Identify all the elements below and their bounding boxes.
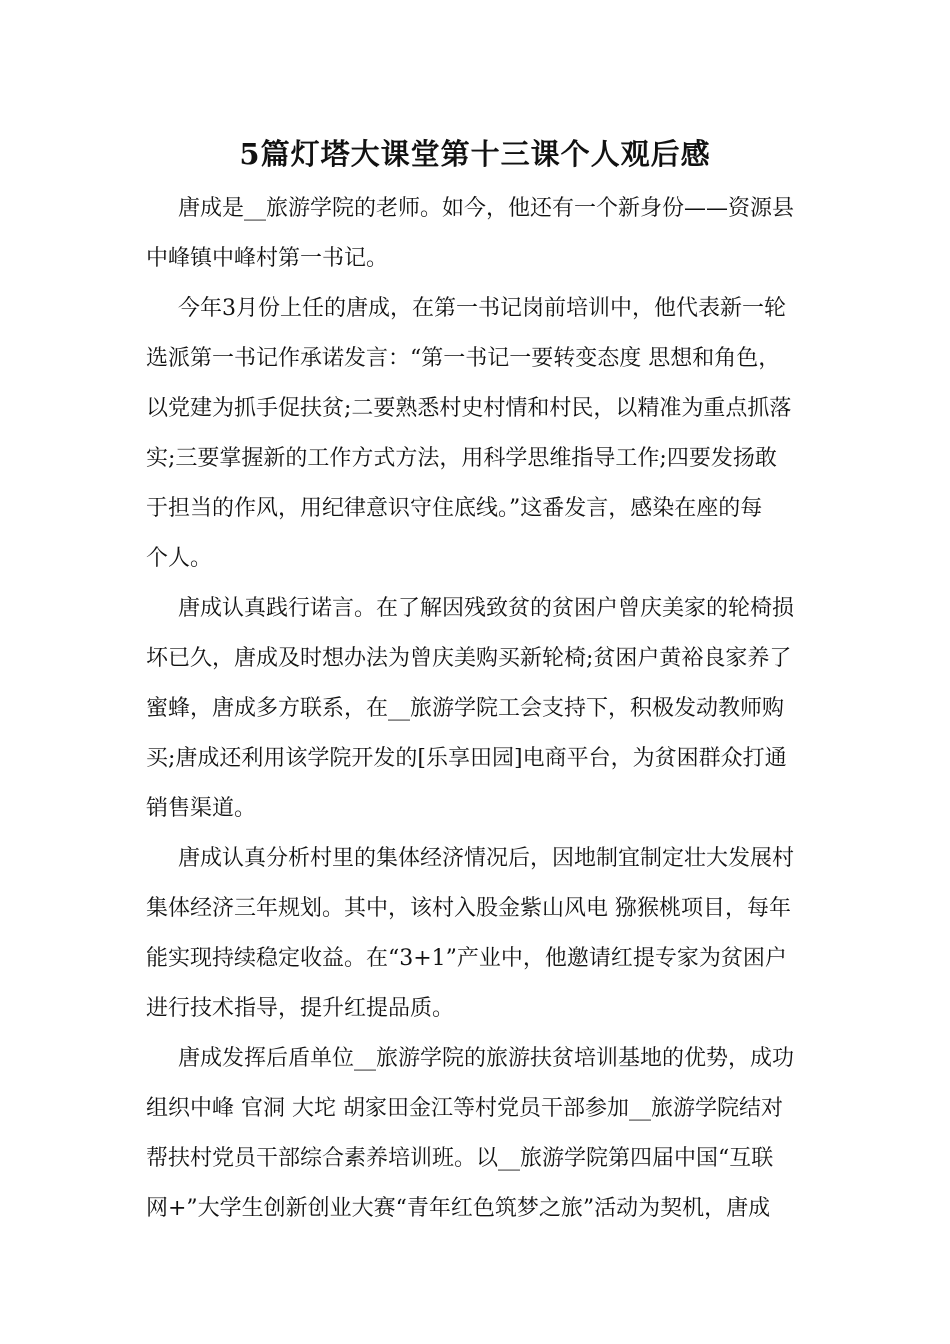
text-line: 进行技术指导，提升红提品质。	[146, 996, 455, 1021]
text-line: 于担当的作风，用纪律意识守住底线。”这番发言，感染在座的每	[146, 496, 763, 521]
text-line: 集体经济三年规划。其中，该村入股金紫山风电 猕猴桃项目，每年	[146, 896, 791, 921]
text-line: 以党建为抓手促扶贫;二要熟悉村史村情和村民，以精准为重点抓落	[146, 396, 792, 421]
text-line: 网+”大学生创新创业大赛“青年红色筑梦之旅”活动为契机，唐成	[146, 1196, 771, 1221]
text-line: 实;三要掌握新的工作方式方法，用科学思维指导工作;四要发扬敢	[146, 446, 777, 471]
text-line: 组织中峰 官洞 大坨 胡家田金江等村党员干部参加__旅游学院结对	[146, 1096, 783, 1121]
paragraph	[146, 184, 806, 284]
text-line: 能实现持续稳定收益。在“3+1”产业中，他邀请红提专家为贫困户	[146, 946, 787, 971]
paragraph	[146, 284, 806, 584]
paragraph	[146, 584, 806, 834]
paragraph	[146, 1034, 806, 1234]
text-line: 坏已久，唐成及时想办法为曾庆美购买新轮椅;贫困户黄裕良家养了	[146, 646, 792, 671]
text-line: 选派第一书记作承诺发言：“第一书记一要转变态度 思想和角色，	[146, 346, 781, 371]
text-line: 销售渠道。	[146, 796, 257, 821]
paragraph	[146, 834, 806, 1034]
text-line: 帮扶村党员干部综合素养培训班。以__旅游学院第四届中国“互联	[146, 1146, 774, 1171]
text-line: 唐成发挥后盾单位__旅游学院的旅游扶贫培训基地的优势，成功	[178, 1046, 795, 1071]
text-line: 买;唐成还利用该学院开发的[乐享田园]电商平台，为贫困群众打通	[146, 746, 787, 771]
text-line: 个人。	[146, 546, 213, 571]
text-line: 今年3月份上任的唐成，在第一书记岗前培训中，他代表新一轮	[178, 296, 786, 321]
text-line: 唐成认真分析村里的集体经济情况后，因地制宜制定壮大发展村	[178, 846, 795, 871]
text-line: 中峰镇中峰村第一书记。	[146, 246, 389, 271]
page-title: 5篇灯塔大课堂第十三课个人观后感	[239, 137, 711, 171]
text-line: 唐成是__旅游学院的老师。如今，他还有一个新身份——资源县	[178, 196, 795, 221]
text-line: 唐成认真践行诺言。在了解因残致贫的贫困户曾庆美家的轮椅损	[178, 596, 795, 621]
text-line: 蜜蜂，唐成多方联系，在__旅游学院工会支持下，积极发动教师购	[146, 696, 785, 721]
document-body	[146, 184, 806, 1234]
